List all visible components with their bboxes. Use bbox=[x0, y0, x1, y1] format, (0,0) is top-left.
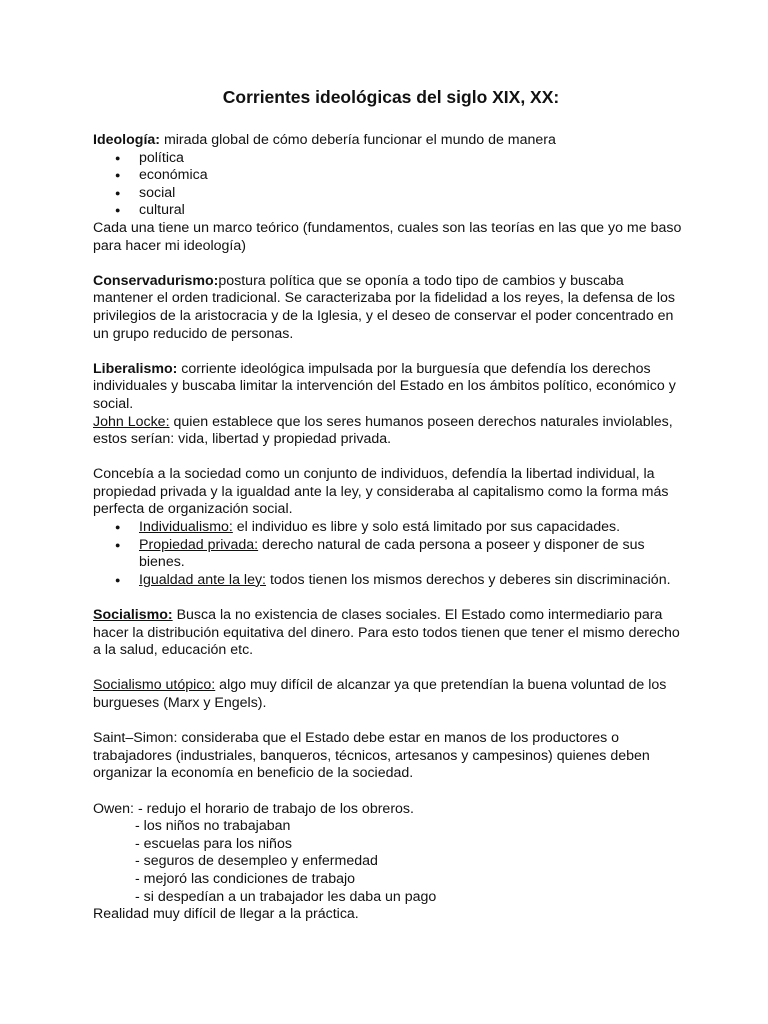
socialismo-term: Socialismo: bbox=[93, 607, 173, 624]
liberalismo-definition bbox=[93, 361, 683, 414]
document-page bbox=[93, 86, 683, 924]
owen-item: - los niños no trabajaban bbox=[135, 818, 291, 835]
socialismo-utopico-text: algo muy difícil de alcanzar ya que pretendían la buena voluntad de los burgueses (Marx y Engels). bbox=[93, 677, 667, 711]
liberalismo-list bbox=[93, 519, 683, 589]
john-locke-paragraph bbox=[93, 414, 683, 449]
list-item-term: Propiedad privada: bbox=[139, 536, 259, 553]
list-item: ● cultural bbox=[93, 202, 683, 220]
liberalismo-concepcion: Concebía a la sociedad como un conjunto de individuos, defendía la libertad individual, la propiedad privada y la igualdad ante la ley, y consideraba al capitalismo como la forma más perfecta de organización social. bbox=[93, 466, 669, 518]
list-item-text: derecho natural de cada persona a poseer y disponer de sus bienes. bbox=[139, 536, 645, 571]
john-locke-term: John Locke: bbox=[93, 413, 170, 430]
list-item: ● política bbox=[93, 150, 683, 168]
ideologia-definition bbox=[93, 132, 683, 150]
socialismo-utopico-paragraph bbox=[93, 677, 683, 712]
owen-conclusion: Realidad muy difícil de llegar a la práctica. bbox=[93, 906, 359, 923]
conservadurismo-term: Conservadurismo: bbox=[93, 272, 219, 289]
list-item: ● económica bbox=[93, 167, 683, 185]
john-locke-text: quien establece que los seres humanos poseen derechos naturales inviolables, estos serían: vida, libertad y propiedad privada. bbox=[93, 413, 673, 448]
owen-item: - si despedían a un trabajador les daba un pago bbox=[135, 888, 437, 905]
saint-simon-paragraph: Saint–Simon: consideraba que el Estado debe estar en manos de los productores o trabajadores (industriales, banqueros, técnicos, artesanos y campesinos) quienes deben organizar la economía en beneficio de la sociedad. bbox=[93, 730, 650, 782]
list-item-term: Igualdad ante la ley: bbox=[139, 571, 266, 588]
socialismo-definition bbox=[93, 607, 683, 660]
list-item bbox=[93, 519, 683, 537]
owen-lead: Owen: - redujo el horario de trabajo de los obreros. bbox=[93, 800, 414, 817]
list-item-text: todos tienen los mismos derechos y deberes sin discriminación. bbox=[266, 571, 671, 588]
owen-item: - escuelas para los niños bbox=[135, 835, 292, 852]
list-item-text: el individuo es libre y solo está limitado por sus capacidades. bbox=[232, 519, 621, 536]
conservadurismo-definition bbox=[93, 273, 683, 343]
ideologia-term: Ideología: bbox=[93, 132, 160, 148]
list-item-term: Individualismo: bbox=[139, 519, 233, 536]
liberalismo-term: Liberalismo: bbox=[93, 360, 178, 377]
page-title: Corrientes ideológicas del siglo XIX, XX: bbox=[222, 87, 560, 107]
owen-item: - seguros de desempleo y enfermedad bbox=[135, 853, 378, 870]
socialismo-utopico-term: Socialismo utópico: bbox=[93, 677, 216, 694]
owen-item: - mejoró las condiciones de trabajo bbox=[135, 870, 356, 887]
socialismo-text: Busca la no existencia de clases sociales. El Estado como intermediario para hacer la distribución equitativa del dinero. Para esto todos tienen que tener el mismo derecho a la salud, educación etc. bbox=[93, 607, 680, 659]
ideologia-note: Cada una tiene un marco teórico (fundamentos, cuales son las teorías en las que yo me baso para hacer mi ideología) bbox=[93, 219, 682, 254]
list-item bbox=[93, 537, 683, 572]
conservadurismo-text: postura política que se oponía a todo tipo de cambios y buscaba mantener el orden tradicional. Se caracterizaba por la fidelidad a los reyes, la defensa de los privilegios de la aristocracia y de la Iglesia, y el deseo de conservar el poder concentrado en un grupo reducido de personas. bbox=[93, 272, 676, 342]
ideologia-list bbox=[93, 150, 683, 220]
ideologia-text: mirada global de cómo debería funcionar el mundo de manera bbox=[160, 132, 556, 148]
liberalismo-text: corriente ideológica impulsada por la burguesía que defendía los derechos individuales y buscaba limitar la intervención del Estado en los ámbitos político, económico y social. bbox=[93, 360, 676, 412]
list-item bbox=[93, 572, 683, 590]
list-item: ● social bbox=[93, 185, 683, 203]
